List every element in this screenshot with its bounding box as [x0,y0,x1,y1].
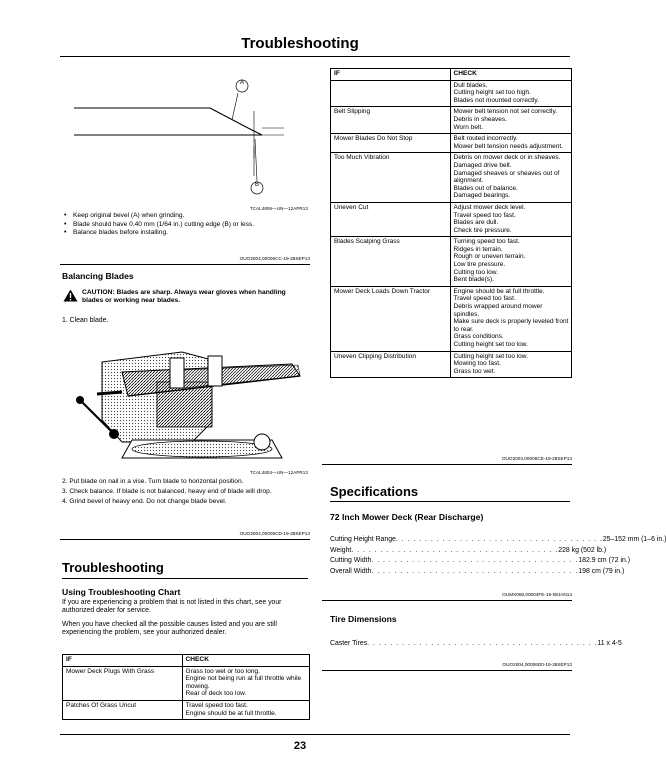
check-line: Rear of deck too low. [185,690,247,698]
table-row [331,351,572,378]
specifications-heading: Specifications [330,484,419,499]
check-line: Dull blades. [453,81,488,89]
spec-label: Cutting Height Range [330,536,396,543]
step-item: 3. Check balance. If blade is not balanced, heavy end of blade will drop. [62,488,272,495]
dot-leader: . . . . . . . . . . . . . . . . . . . . . . . . . . . . . . . . . . . . . . . . [367,640,598,647]
check-line: Travel speed too fast. [453,295,516,303]
table-row [63,666,310,700]
dot-leader: . . . . . . . . . . . . . . . . . . . . . . . . . . . . . . . . . . . . [395,536,603,543]
label-a: A [239,80,244,86]
blade-bevel-diagram [62,76,314,212]
check-cell [450,80,572,107]
check-line: Low tire pressure. [453,261,506,269]
check-cell [450,153,572,203]
check-line: Cutting height set too high. [453,89,531,97]
section-rule [322,670,572,671]
if-cell: Blades Scalping Grass [331,237,451,287]
figure2-code: TCAL4804—UN—12APR13 [249,470,308,475]
spec-label: Caster Tires [330,640,368,647]
tire-list [330,639,622,650]
spec-label: Overall Width [330,567,372,575]
table-row [331,202,572,236]
heading-rule [62,578,308,579]
check-line: Grass conditions. [453,333,504,341]
check-line: Damaged sheaves or sheaves out of alignment. [453,169,560,185]
section-rule [60,264,310,265]
check-cell [182,700,309,719]
check-cell [450,202,572,236]
check-line: Blades not mounted correctly. [453,96,540,104]
caution-text: CAUTION: Blades are sharp. Always wear gloves when handling blades or working near blades. [82,289,286,304]
dot-leader: . . . . . . . . . . . . . . . . . . . . . . . . . . . . . . . . . . . . [351,546,559,554]
troubleshooting-table-right [330,68,572,378]
spec-row [330,535,666,546]
check-line: Cutting too low. [453,268,498,276]
balancing-steps [62,478,310,508]
troubleshooting-para-2: When you have checked all the possible causes listed and you are still experiencing the problem, see your authorized dealer. [62,621,277,637]
check-line: Turning speed too fast. [453,238,520,246]
page-number: 23 [293,740,307,752]
check-line: Adjust mower deck level. [453,203,526,211]
if-cell: Mower Deck Plugs With Grass [63,666,183,700]
table-row [331,134,572,153]
check-line: Debris wrapped around mower spindles. [453,303,543,318]
tire-dimensions-heading: Tire Dimensions [330,614,397,624]
check-line: Worn belt. [453,123,484,131]
table-header-row [331,69,572,81]
check-line: Cutting height set too low. [453,352,528,360]
bevel-bullets [62,212,323,238]
step-item: 2. Put blade on nail in a vise. Turn blade to horizontal position. [62,478,244,485]
spec-value: 182.9 cm (72 in.) [578,557,631,565]
check-line: Blades are dull. [453,219,499,227]
spec-label: Cutting Width [330,557,372,565]
check-line: Rough or uneven terrain. [453,253,526,261]
ref-code-3: OUO2004,00006CE-19-28SEP13 [501,456,572,461]
heading-rule [330,501,570,502]
check-line: Engine should be at full throttle. [185,709,277,717]
warning-triangle-icon [63,289,78,302]
step-item: 4. Grind bevel of heavy end. Do not change blade bevel. [62,498,227,505]
check-line: Engine not being run at full throttle while mowing. [185,675,302,690]
label-b: B [254,182,259,188]
check-line: Debris in sheaves. [453,115,507,123]
table-row [331,237,572,287]
ref-code-2: OUO2004,00006CD-19-28SEP13 [239,531,310,536]
specifications-subheading: 72 Inch Mower Deck (Rear Discharge) [330,512,484,522]
check-line: Mower belt tension not set correctly. [453,108,558,116]
step-1: 1. Clean blade. [62,317,109,324]
spec-value: 25–152 mm (1–6 in.) [602,536,666,543]
check-cell [450,237,572,287]
check-line: Travel speed too fast. [453,211,516,219]
table-row [331,153,572,203]
column-header-if: IF [331,69,451,81]
check-cell [450,107,572,134]
if-cell: Uneven Cut [331,202,451,236]
section-rule [322,464,572,465]
table-row [63,700,310,719]
spec-row [330,556,631,567]
if-cell: Belt Slipping [331,107,451,134]
if-cell [331,80,451,107]
column-header-check: CHECK [182,655,309,667]
if-cell: Patches Of Grass Uncut [63,700,183,719]
spec-value: 198 cm (79 in.) [578,567,625,575]
table-row [331,107,572,134]
column-header-check: CHECK [450,69,572,81]
page-title: Troubleshooting [241,35,359,52]
troubleshooting-heading: Troubleshooting [62,560,164,575]
spec-row [330,567,625,578]
spec-row [330,546,607,557]
troubleshooting-subheading: Using Troubleshooting Chart [62,587,181,597]
spec-label: Weight [330,546,352,554]
ref-code-4: OUMX068,00004FE-19-08JAN14 [502,592,572,597]
footer-rule [60,734,570,735]
spec-list [330,535,666,577]
check-line: Travel speed too fast. [185,701,248,709]
table-row [331,286,572,351]
if-cell: Mower Blades Do Not Stop [331,134,451,153]
table-header-row [63,655,310,667]
bullet-item: • Balance blades before installing. [73,229,323,238]
if-cell: Too Much Vibration [331,153,451,203]
spec-row [330,639,622,650]
dot-leader: . . . . . . . . . . . . . . . . . . . . . . . . . . . . . . . . . . . . [371,557,579,565]
check-line: Make sure deck is properly leveled front to rear. [453,318,569,333]
check-line: Check tire pressure. [453,226,512,234]
if-cell: Mower Deck Loads Down Tractor [331,286,451,351]
check-line: Mowing too fast. [453,360,501,368]
check-line: Blades out of balance. [453,184,518,192]
blade-in-vise-illustration [62,332,310,466]
balancing-heading: Balancing Blades [62,271,134,281]
check-line: Grass too wet. [453,367,496,375]
troubleshooting-para-1: If you are experiencing a problem that is not listed in this chart, see your authorized dealer for service. [62,599,282,615]
title-rule [60,56,570,57]
if-cell: Uneven Clipping Distribution [331,351,451,378]
ref-code-1: OUO2004,00006CC-19-28SEP13 [239,256,310,261]
section-rule [60,539,310,540]
check-line: Cutting height set too low. [453,341,528,348]
check-line: Ridges in terrain. [453,245,503,253]
check-line: Damaged bearings. [453,192,511,200]
section-rule [322,600,572,601]
check-line: Bent blade(s). [453,276,494,284]
check-line: Engine should be at full throttle. [453,287,545,295]
bullet-item: • Keep original bevel (A) when grinding. [73,212,323,221]
check-line: Damaged drive belt. [453,161,512,169]
check-line: Debris on mower deck or in sheaves. [453,154,561,162]
spec-value: 11 x 4-5 [597,640,622,647]
column-header-if: IF [63,655,183,667]
check-cell [450,134,572,153]
spec-value: 228 kg (502 lb.) [558,546,607,554]
check-line: Mower belt tension needs adjustment. [453,142,563,150]
ref-code-5: OUO2004,00006D0-19-28SEP13 [502,662,572,667]
figure1-code: TCAL4806—UN—12APR13 [249,206,308,211]
check-cell [182,666,309,700]
table-row [331,80,572,107]
check-line: Grass too wet or too long. [185,667,260,675]
dot-leader: . . . . . . . . . . . . . . . . . . . . . . . . . . . . . . . . . . . . [371,567,579,575]
check-cell [450,351,572,378]
check-cell [450,286,572,351]
bullet-item: • Blade should have 0.40 mm (1/64 in.) cutting edge (B) or less. [73,221,323,230]
check-line: Belt routed incorrectly. [453,135,518,143]
troubleshooting-table-left [62,654,310,720]
